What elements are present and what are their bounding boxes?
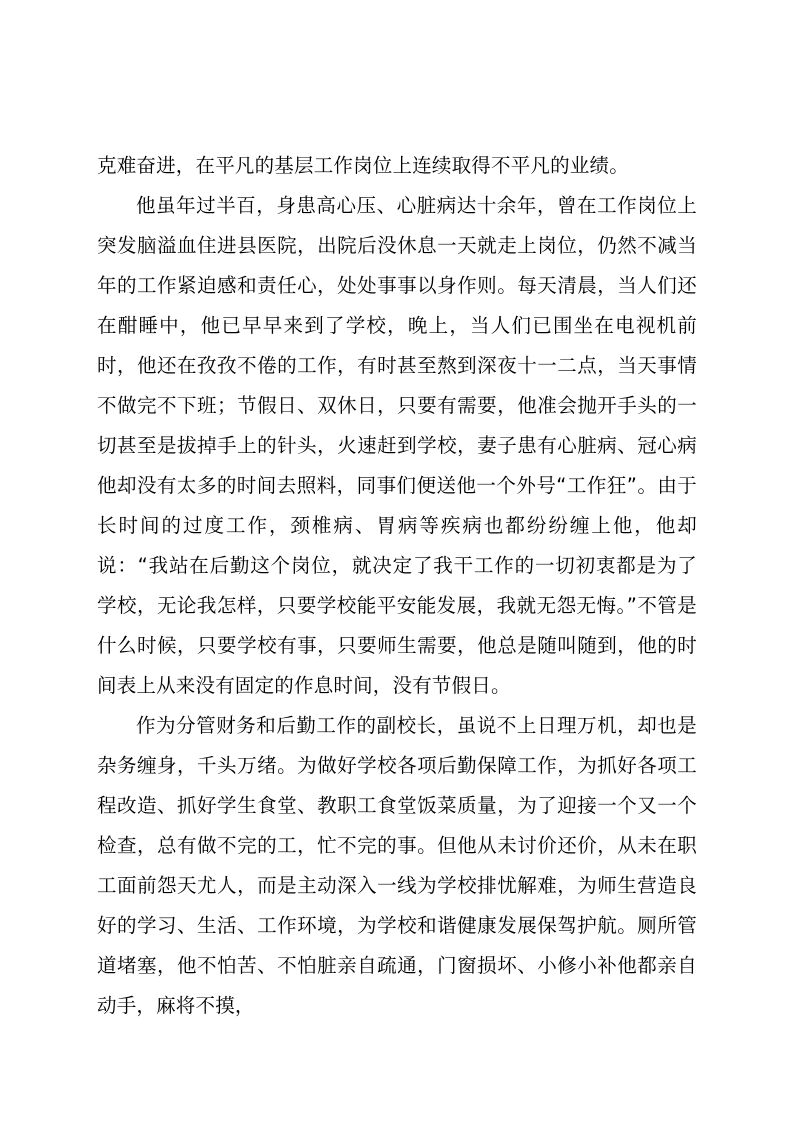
document-body xyxy=(97,146,697,1026)
paragraph-3: 作为分管财务和后勤工作的副校长，虽说不上日理万机，却也是杂务缠身，千头万绪。为做好学校各项后勤保障工作，为抓好各项工程改造、抓好学生食堂、教职工食堂饭菜质量，为了迎接一个又一个检查，总有做不完的工，忙不完的事。但他从未讨价还价，从未在职工面前怨天尤人，而是主动深入一线为学校排忧解难，为师生营造良好的学习、生活、工作环境，为学校和谐健康发展保驾护航。厕所管道堵塞，他不怕苦、不怕脏亲自疏通，门窗损坏、小修小补他都亲自动手，麻将不摸， xyxy=(97,714,697,1017)
paragraph-1: 克难奋进，在平凡的基层工作岗位上连续取得不平凡的业绩。 xyxy=(97,154,629,177)
paragraph-2: 他虽年过半百，身患高心压、心脏病达十余年，曾在工作岗位上突发脑溢血住进县医院，出院后没休息一天就走上岗位，仍然不减当年的工作紧迫感和责任心，处处事事以身作则。每天清晨，当人们还在酣睡中，他已早早来到了学校，晚上，当人们已围坐在电视机前时，他还在孜孜不倦的工作，有时甚至熬到深夜十一二点，当天事情不做完不下班；节假日、双休日，只要有需要，他准会抛开手头的一切甚至是拔掉手上的针头，火速赶到学校，妻子患有心脏病、冠心病他却没有太多的时间去照料，同事们便送他一个外号“工作狂”。由于长时间的过度工作，颈椎病、胃病等疾病也都纷纷缠上他，他却说：“我站在后勤这个岗位，就决定了我干工作的一切初衷都是为了学校，无论我怎样，只要学校能平安能发展，我就无怨无悔。”不管是什么时候，只要学校有事，只要师生需要，他总是随叫随到，他的时间表上从来没有固定的作息时间，没有节假日。 xyxy=(97,194,697,697)
